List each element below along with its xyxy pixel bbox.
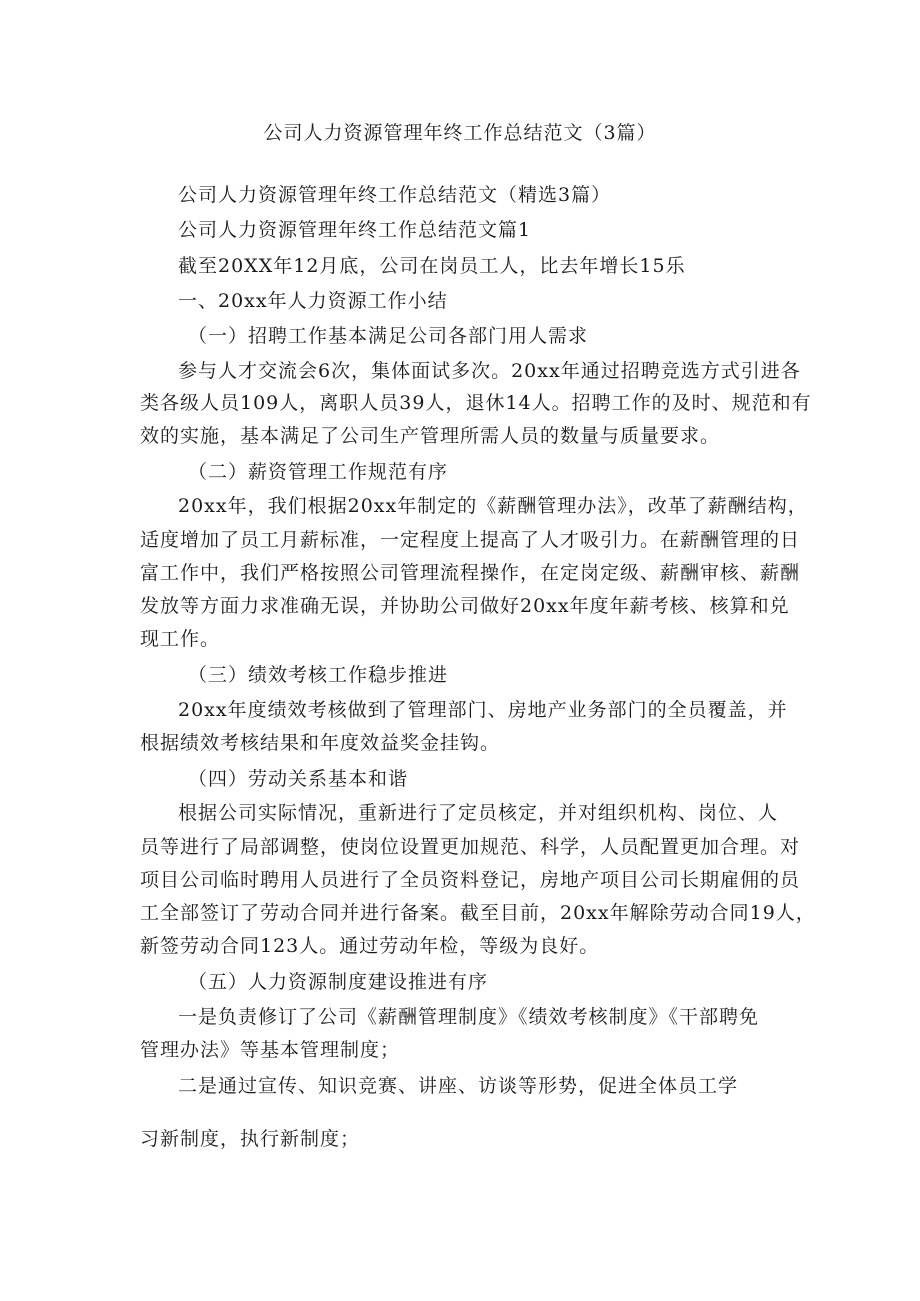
paragraph-line: 20xx年度绩效考核做到了管理部门、房地产业务部门的全员覆盖，并 — [178, 699, 788, 721]
subtitle-line: 公司人力资源管理年终工作总结范文篇1 — [178, 219, 532, 241]
paragraph-line: 管理办法》等基本管理制度； — [140, 1039, 401, 1061]
subsection-heading: （四）劳动关系基本和谐 — [188, 768, 409, 790]
subsection-heading: （一）招聘工作基本满足公司各部门用人需求 — [188, 325, 589, 347]
paragraph-line: 发放等方面力求准确无误，并协助公司做好20xx年度年薪考核、核算和兑 — [140, 595, 790, 617]
subsection-heading: （二）薪资管理工作规范有序 — [188, 461, 449, 483]
paragraph-line: 根据公司实际情况，重新进行了定员核定，并对组织机构、岗位、人 — [178, 802, 779, 824]
paragraph-line: 现工作。 — [140, 628, 221, 650]
paragraph-line: 20xx年，我们根据20xx年制定的《薪酬管理办法》，改革了薪酬结构， — [178, 495, 808, 517]
paragraph-line: 习新制度，执行新制度； — [140, 1128, 361, 1150]
paragraph-line: 效的实施，基本满足了公司生产管理所需人员的数量与质量要求。 — [140, 425, 721, 447]
paragraph-line: 参与人才交流会6次，集体面试多次。20xx年通过招聘竞选方式引进各 — [178, 360, 801, 382]
paragraph-line: 截至20XX年12月底，公司在岗员工人，比去年增长15乐 — [178, 255, 686, 277]
paragraph-line: 富工作中，我们严格按照公司管理流程操作，在定岗定级、薪酬审核、薪酬 — [140, 562, 801, 584]
subsection-heading: （五）人力资源制度建设推进有序 — [188, 971, 489, 993]
paragraph-line: 员等进行了局部调整，使岗位设置更加规范、科学，人员配置更加合理。对 — [140, 836, 801, 858]
paragraph-line: 新签劳动合同123人。通过劳动年检，等级为良好。 — [140, 935, 600, 957]
paragraph-line: 类各级人员109人，离职人员39人，退休14人。招聘工作的及时、规范和有 — [140, 392, 812, 414]
paragraph-line: 工全部签订了劳动合同并进行备案。截至目前，20xx年解除劳动合同19人， — [140, 902, 816, 924]
paragraph-line: 二是通过宣传、知识竞赛、讲座、访谈等形势，促进全体员工学 — [178, 1075, 739, 1097]
document-title: 公司人力资源管理年终工作总结范文（3篇） — [263, 122, 657, 144]
subsection-heading: （三）绩效考核工作稳步推进 — [188, 664, 449, 686]
paragraph-line: 适度增加了员工月薪标准，一定程度上提高了人才吸引力。在薪酬管理的日 — [140, 529, 801, 551]
paragraph-line: 一是负责修订了公司《薪酬管理制度》《绩效考核制度》《干部聘免 — [178, 1006, 760, 1028]
paragraph-line: 项目公司临时聘用人员进行了全员资料登记，房地产项目公司长期雇佣的员 — [140, 869, 801, 891]
subtitle-line: 公司人力资源管理年终工作总结范文（精选3篇） — [178, 184, 612, 206]
paragraph-line: 根据绩效考核结果和年度效益奖金挂钩。 — [140, 732, 501, 754]
section-heading: 一、20xx年人力资源工作小结 — [178, 290, 448, 312]
